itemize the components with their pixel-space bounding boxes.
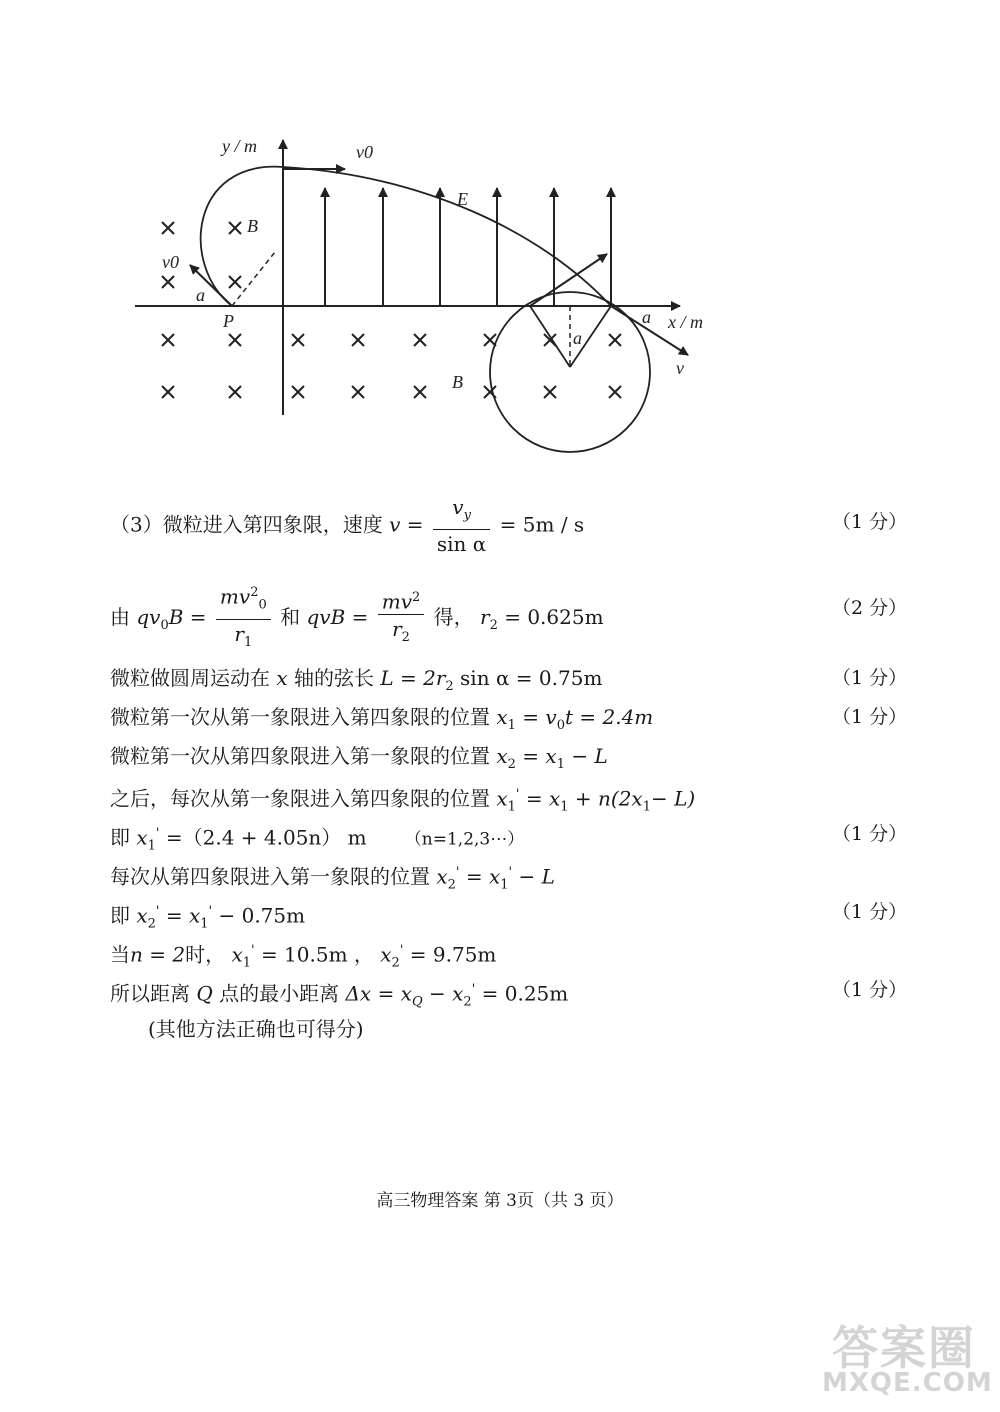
solution-line-2: 由 $qv_0B$ = $\frac{mv^2_0}{r_1}$ 和 qvB = $\frac{mv^2}{r_2}$ 得， $r_2 = 0.625m$ bbox=[110, 580, 604, 657]
velocity-up-arrow bbox=[530, 254, 607, 306]
angle-a-circle: a bbox=[573, 328, 582, 348]
solution-line-8: 每次从第四象限进入第一象限的位置 $x_2' = x_1' - L$ bbox=[110, 864, 555, 893]
score-11: （1 分） bbox=[832, 979, 908, 1001]
score-3: （1 分） bbox=[832, 667, 908, 689]
fraction: $\frac{mv^2}{r_2}$ bbox=[378, 585, 425, 653]
solution-line-4: 微粒第一次从第一象限进入第四象限的位置 $x_1 = v_0t = 2.4m$ bbox=[110, 705, 654, 733]
solution-line-12: (其他方法正确也可得分) bbox=[148, 1017, 364, 1041]
field-E-label: E bbox=[457, 189, 468, 209]
fraction: $\frac{mv^2_0}{r_1}$ bbox=[216, 580, 271, 657]
trajectory-arc-left bbox=[201, 167, 283, 306]
solution-line-1: （3）微粒进入第四象限，速度 v = $\frac{v_y}{\text{sin α}}$ = 5m / s bbox=[110, 495, 585, 556]
watermark-top: 答案圈 bbox=[832, 1321, 976, 1375]
page-footer: 高三物理答案 第 3页（共 3 页） bbox=[376, 1191, 624, 1211]
v0-top-label: v0 bbox=[356, 142, 373, 162]
fraction: $\frac{v_y}{\text{sin α}}$ bbox=[433, 494, 490, 558]
solution-line-10: 当n = 2时， $x_1' = 10.5m$ ， $x_2' = 9.75m$ bbox=[110, 942, 497, 971]
watermark-bottom: MXQE.COM bbox=[822, 1368, 993, 1398]
circle-radius-left bbox=[530, 306, 570, 367]
solution-line-11: 所以距离 Q 点的最小距离 $\Delta x = x_Q - x_2' = 0.25m$ bbox=[110, 981, 569, 1010]
angle-a-left: a bbox=[196, 285, 205, 305]
score-1: （1 分） bbox=[832, 511, 908, 533]
score-4: （1 分） bbox=[832, 706, 908, 728]
angle-a-right: a bbox=[642, 307, 651, 327]
solution-line-7: 即 $x_1' =(2.4 + 4.05n)$ m （n=1,2,3⋯） bbox=[110, 825, 525, 854]
solution-line-9: 即 $x_2' = x_1' - 0.75m$ bbox=[110, 903, 306, 932]
point-P-label: P bbox=[223, 311, 234, 331]
solution-line-5: 微粒第一次从第四象限进入第一象限的位置 $x_2 = x_1 - L$ bbox=[110, 744, 608, 772]
electric-field-arrows bbox=[325, 188, 611, 306]
physics-diagram bbox=[0, 0, 1000, 470]
solution-line-3: 微粒做圆周运动在 x 轴的弦长 $L = 2r_2$ sin α = 0.75m bbox=[110, 666, 603, 694]
field-B-lower-label: B bbox=[452, 372, 463, 392]
score-2: （2 分） bbox=[832, 597, 908, 619]
v0-left-label: v0 bbox=[162, 252, 179, 272]
x-axis-label: x / m bbox=[668, 312, 703, 332]
velocity-v-label: v bbox=[676, 358, 684, 378]
solution-line-6: 之后，每次从第一象限进入第四象限的位置 $x_1' = x_1 + n(2x_1- L)$ bbox=[110, 786, 696, 815]
magnetic-field-crosses bbox=[162, 222, 621, 398]
field-B-upper-label: B bbox=[247, 216, 258, 236]
y-axis-label: y / m bbox=[222, 136, 257, 156]
score-9: （1 分） bbox=[832, 901, 908, 923]
score-7: （1 分） bbox=[832, 823, 908, 845]
